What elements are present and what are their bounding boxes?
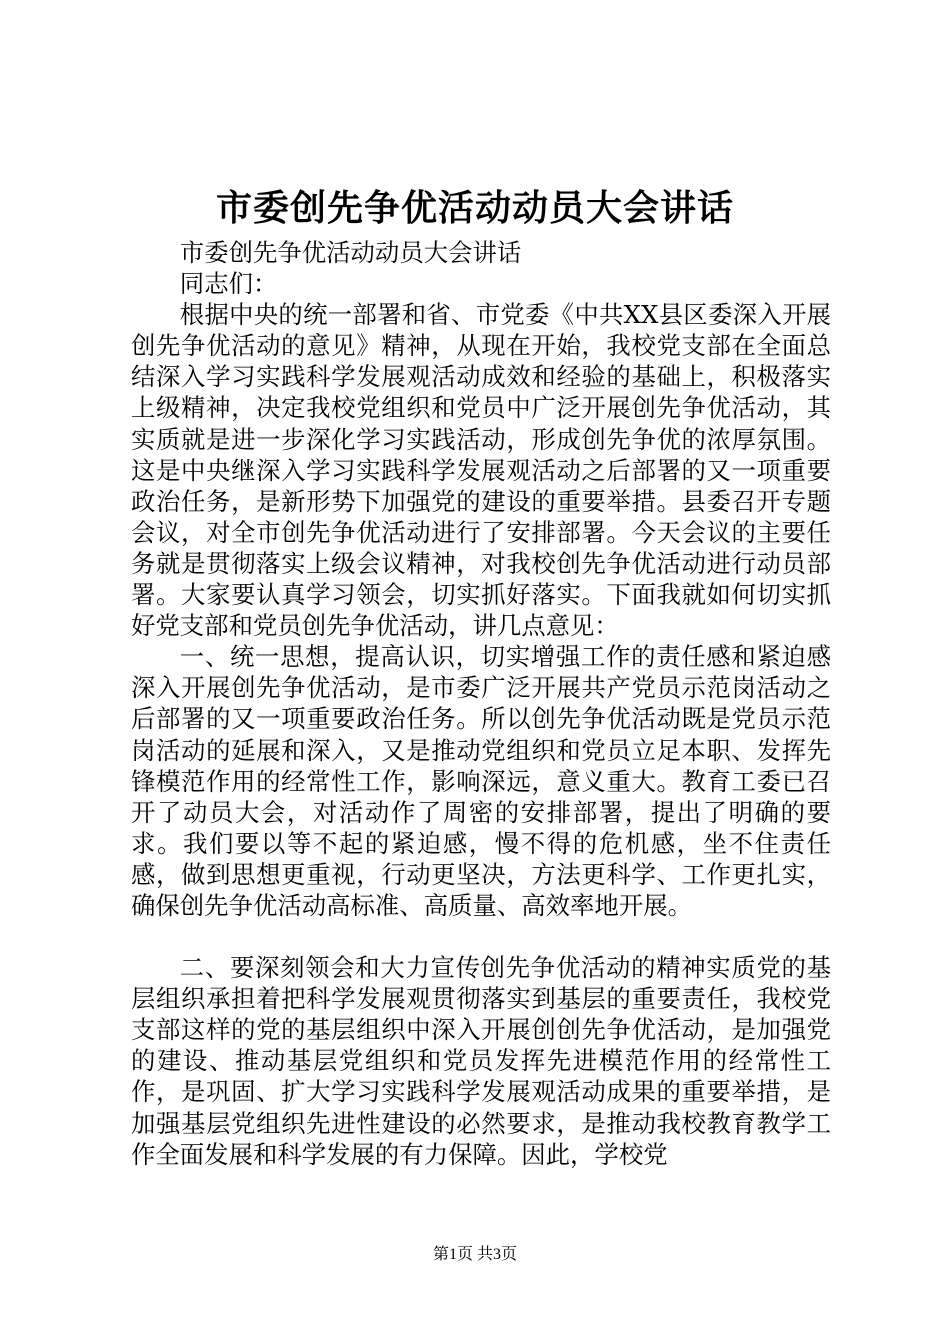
subtitle-paragraph: 市委创先争优活动动员大会讲话 bbox=[179, 238, 522, 267]
page-number-footer: 第1页 共3页 bbox=[432, 1246, 517, 1263]
document-title: 市委创先争优活动动员大会讲话 bbox=[215, 187, 734, 229]
salutation-paragraph: 同志们： bbox=[179, 269, 278, 299]
intro-paragraph: 根据中央的统一部署和省、市党委《中共XX县区委深入开展创先争优活动的意见》精神，从现在开始，我校党支部在全面总结深入学习实践科学发展观活动成效和经验的基础上，积极落实上级精神，决定我校党组织和党员中广泛开展创先争优活动，其实质就是进一步深化学习实践活动，形成创先争优的浓厚氛围。这是中央继深入学习实践科学发展观活动之后部署的又一项重要政治任务，是新形势下加强党的建设的重要举措。县委召开专题会议，对全市创先争优活动进行了安排部署。今天会议的主要任务就是贯彻落实上级会议精神，对我校创先争优活动进行动员部署。大家要认真学习领会，切实抓好落实。下面我就如何切实抓好党支部和党员创先争优活动，讲几点意见： bbox=[131, 300, 831, 641]
section-two-paragraph: 二、要深刻领会和大力宣传创先争优活动的精神实质党的基层组织承担着把科学发展观贯彻落实到基层的重要责任，我校党支部这样的党的基层组织中深入开展创创先争优活动，是加强党的建设、推动基层党组织和党员发挥先进模范作用的经常性工作，是巩固、扩大学习实践科学发展观活动成果的重要举措，是加强基层党组织先进性建设的必然要求，是推动我校教育教学工作全面发展和科学发展的有力保障。因此，学校党 bbox=[131, 953, 831, 1169]
document-body bbox=[131, 237, 831, 1170]
section-one-paragraph: 一、统一思想，提高认识，切实增强工作的责任感和紧迫感深入开展创先争优活动，是市委广泛开展共产党员示范岗活动之后部署的又一项重要政治任务。所以创先争优活动既是党员示范岗活动的延展和深入，又是推动党组织和党员立足本职、发挥先锋模范作用的经常性工作，影响深远，意义重大。教育工委已召开了动员大会，对活动作了周密的安排部署，提出了明确的要求。我们要以等不起的紧迫感，慢不得的危机感，坐不住责任感，做到思想更重视，行动更坚决，方法更科学、工作更扎实，确保创先争优活动高标准、高质量、高效率地开展。 bbox=[131, 642, 831, 920]
